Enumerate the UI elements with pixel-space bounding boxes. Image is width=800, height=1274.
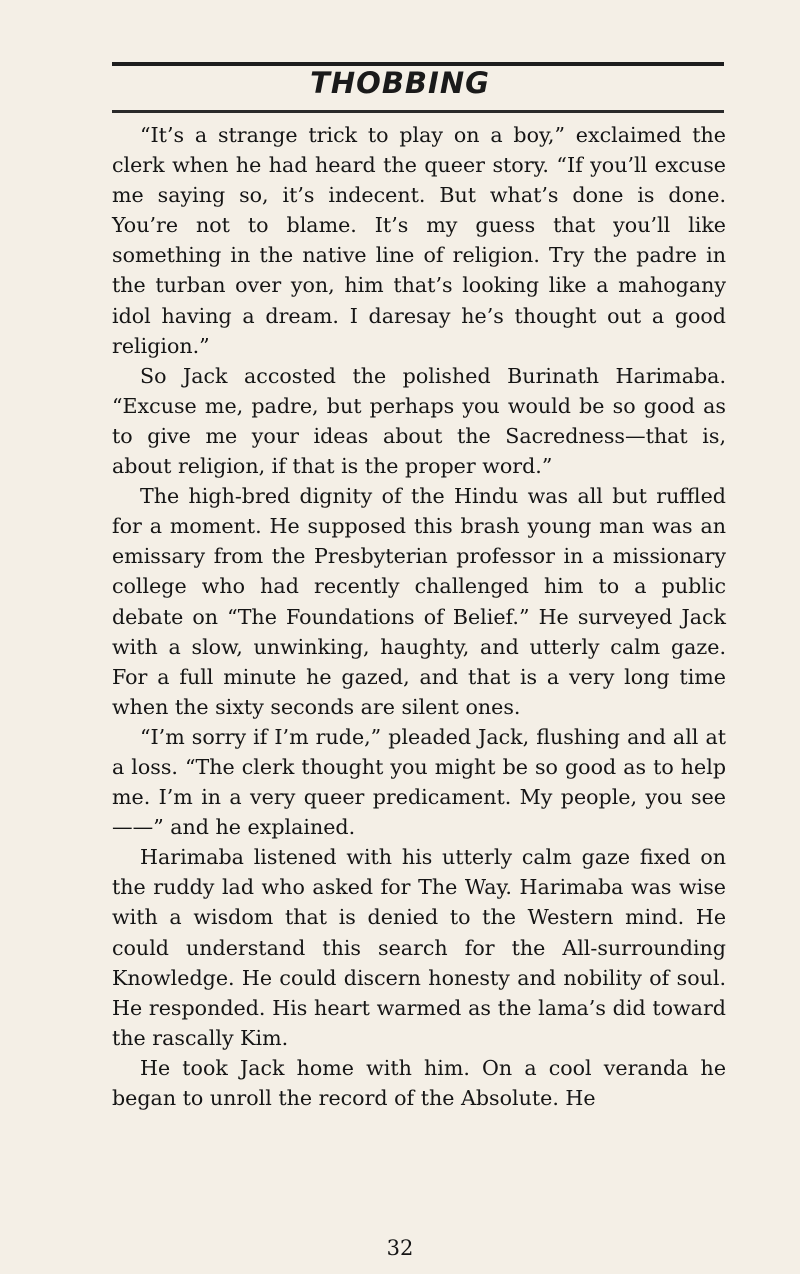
body-text xyxy=(112,120,726,1113)
paragraph: “I’m sorry if I’m rude,” pleaded Jack, flushing and all at a loss. “The clerk thought you might be so good as to help me. I’m in a very queer predicament. My people, you see——” and he explained. xyxy=(112,724,726,840)
paragraph: He took Jack home with him. On a cool veranda he began to unroll the record of the Absolute. He xyxy=(112,1055,726,1110)
page-number: 32 xyxy=(386,1236,414,1260)
paragraph: “It’s a strange trick to play on a boy,” exclaimed the clerk when he had heard the queer story. “If you’ll excuse me saying so, it’s indecent. But what’s done is done. You’re not to blame. It’s my guess that you’ll like something in the native line of religion. Try the padre in the turban over yon, him that’s looking like a mahogany idol having a dream. I daresay he’s thought out a good religion.” xyxy=(112,123,726,358)
running-head: THOBBING xyxy=(310,66,490,100)
paragraph: Harimaba listened with his utterly calm gaze fixed on the ruddy lad who asked for The Way. Harimaba was wise with a wisdom that is denied to the Western mind. He could understand this search for the All-surrounding Knowledge. He could discern honesty and nobility of soul. He responded. His heart warmed as the lama’s did toward the rascally Kim. xyxy=(112,845,726,1050)
paragraph: So Jack accosted the polished Burinath Harimaba. “Excuse me, padre, but perhaps you would be so good as to give me your ideas about the Sacredness—that is, about religion, if that is the proper word.” xyxy=(112,363,726,479)
header-rule-bottom xyxy=(112,110,724,113)
paragraph: The high-bred dignity of the Hindu was all but ruffled for a moment. He supposed this brash young man was an emissary from the Presbyterian professor in a missionary college who had recently challenged him to a public debate on “The Foundations of Belief.” He surveyed Jack with a slow, unwinking, haughty, and utterly calm gaze. For a full minute he gazed, and that is a very long time when the sixty seconds are silent ones. xyxy=(112,484,726,719)
